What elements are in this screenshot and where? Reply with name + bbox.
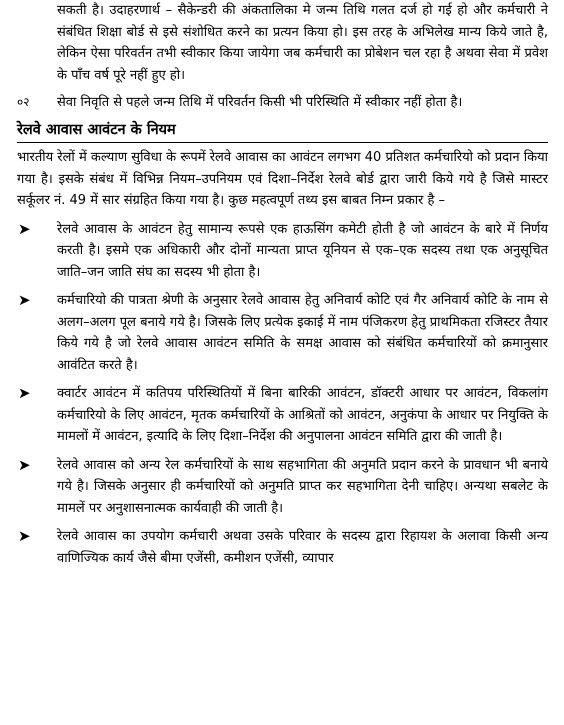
arrow-bullet-icon: ➤ bbox=[18, 527, 31, 545]
arrow-bullet-icon: ➤ bbox=[18, 291, 31, 309]
numbered-item bbox=[17, 92, 548, 114]
item-text: सेवा निवृति से पहले जन्म तिथि में परिवर्तन किसी भी परिस्थिति में स्वीकार नहीं होता है। bbox=[57, 95, 463, 110]
list-item-text: रेलवे आवास का उपयोग कर्मचारी अथवा उसके परिवार के सदस्य द्वारा रिहायश के अलावा किसी अन्य वाणिज्यिक कार्य जैसे बीमा एजेंसी, कमीशन एजेंसी, व्यापार bbox=[57, 529, 548, 566]
list-item-text: कर्मचारियो की पात्रता श्रेणी के अनुसार रेलवे आवास हेतु अनिवार्य कोटि एवं गैर अनिवार्य कोटि के नाम से अलग–अलग पूल बनाये गये है। जिसके लिए प्रत्येक इकाई में नाम पंजिकरण हेतु प्राथमिकता रजिस्टर तैयार किये गये है जो रेलवे आवास आवंटन समिति के समक्ष आवास को संबंधित कर्मचारियों को क्रमानुसार आवंटित करते है। bbox=[57, 293, 548, 373]
arrow-bullet-icon: ➤ bbox=[18, 384, 31, 402]
list-item bbox=[17, 290, 548, 376]
bullet-list bbox=[17, 219, 548, 570]
item-number: ०२ bbox=[17, 95, 30, 109]
list-item bbox=[17, 526, 548, 569]
list-item bbox=[17, 219, 548, 284]
list-item bbox=[17, 455, 548, 520]
list-item bbox=[17, 383, 548, 448]
list-item-text: रेलवे आवास के आवंटन हेतु सामान्य रूपसे एक हाऊसिंग कमेटी होती है जो आवंटन के बारे में निर्णय करती है। इसमे एक अधिकारी और दोनों मान्यता प्राप्त यूनियन से एक–एक सदस्य तथा एक अनुसूचित जाति–जन जाति संघ का सदस्य भी होता है। bbox=[57, 221, 548, 280]
intro-paragraph: भारतीय रेलों में कल्याण सुविधा के रूपमें रेलवे आवास का आवंटन लगभग 40 प्रतिशत कर्मचारियो को प्रदान किया गया है। इसके संबंध में विभिन्न नियम–उपनियम एवं दिशा–निर्देश रेलवे बोर्ड द्वारा जारी किये गये है जिसे मास्टर सर्कूलर नं. 49 में सार संग्रहित किया गया है। कुछ महत्वपूर्ण तथ्य इस बाबत निम्न प्रकार है – bbox=[17, 150, 548, 208]
section-heading: रेलवे आवास आवंटन के नियम bbox=[17, 120, 548, 144]
list-item-text: क्वार्टर आवंटन में कतिपय परिस्थितियों में बिना बारिकी आवंटन, डॉक्टरी आधार पर आवंटन, विकलांग कर्मचारियो के लिए आवंटन, मृतक कर्मचारियों के आश्रितों को आवंटन, अनुकंपा के आधार पर नियुक्ति के मामलों में आवंटन, इत्यादि के लिए दिशा–निर्देश की अनुपालना आवंटन समिति द्वारा की जाती है। bbox=[57, 386, 548, 444]
continuation-paragraph: सकती है। उदाहरणार्थ – सैकेन्डरी की अंकतालिका मे जन्म तिथि गलत दर्ज हो गई हो और कर्मचारी ने संबंधित शिक्षा बोर्ड से इसे संशोधित करने का प्रत्यन किया हो। इस तरह के अभिलेख मान्य किये जाते है, लेकिन ऐसा परिवर्तन तभी स्वीकार किया जायेगा जब कर्मचारी का प्रोबेशन चल रहा है अथवा सेवा में प्रवेश के पाँच वर्ष पूरे नहीं हुए हो। bbox=[57, 3, 548, 83]
arrow-bullet-icon: ➤ bbox=[18, 455, 31, 474]
list-item-text: रेलवे आवास को अन्य रेल कर्मचारियों के साथ सहभागिता की अनुमति प्रदान करने के प्रावधान भी बनाये गये है। जिसके अनुसार ही कर्मचारियों को अनुमति प्राप्त कर सहभागिता देनी चाहिए। अन्यथा सबलेट के मामलें पर अनुशासनात्मक कार्यवाही की जाती है। bbox=[57, 457, 548, 516]
arrow-bullet-icon: ➤ bbox=[18, 219, 31, 238]
